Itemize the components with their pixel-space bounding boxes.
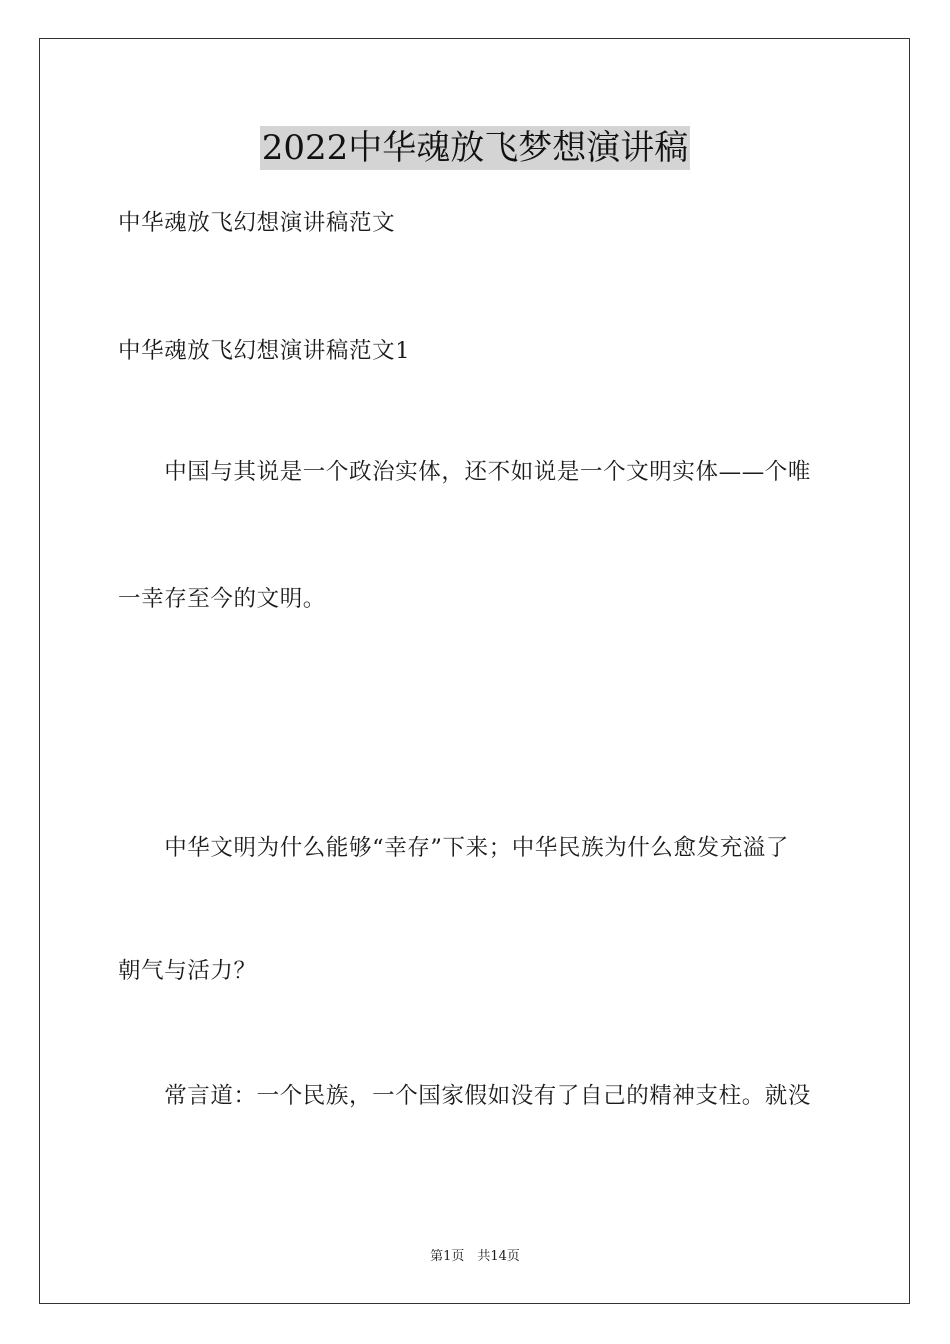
paragraph-line: 朝气与活力？ <box>118 958 257 984</box>
title-container <box>0 126 950 170</box>
paragraph-line: 常言道：一个民族，一个国家假如没有了自己的精神支柱。就没 <box>118 1083 812 1109</box>
paragraph-line: 中华文明为什么能够“幸存”下来；中华民族为什么愈发充溢了 <box>118 835 790 861</box>
document-title: 2022中华魂放飞梦想演讲稿 <box>261 128 689 168</box>
section-heading: 中华魂放飞幻想演讲稿范文1 <box>118 338 411 364</box>
page-footer: 第1页 共14页 <box>430 1249 520 1264</box>
paragraph-line: 一幸存至今的文明。 <box>118 586 326 612</box>
subtitle: 中华魂放飞幻想演讲稿范文 <box>118 210 396 236</box>
paragraph-line: 中国与其说是一个政治实体，还不如说是一个文明实体——个唯 <box>118 459 812 485</box>
